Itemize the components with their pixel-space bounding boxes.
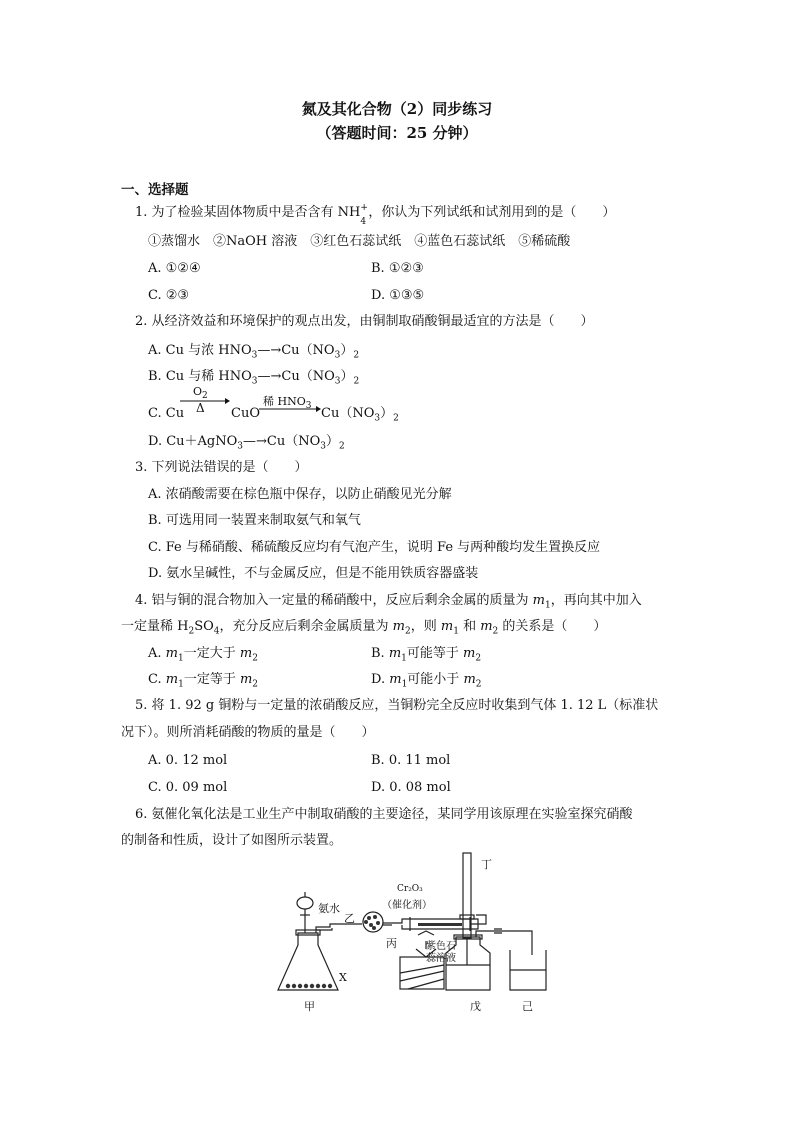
q3-option-b[interactable]: B. 可选用同一装置来制取氨气和氧气 [148, 513, 361, 528]
q3-option-d[interactable]: D. 氨水呈碱性，不与金属反应，但是不能用铁质容器盛装 [148, 566, 479, 581]
q3-stem: 3. 下列说法错误的是（ ） [135, 460, 308, 475]
q2-option-c-hno3: 稀 $HNO_3$ [263, 395, 312, 412]
q4-option-d[interactable]: D. $m_1$可能小于 $m_2$ [371, 672, 482, 690]
q4-option-c[interactable]: C. $m_1$一定等于 $m_2$ [148, 672, 259, 690]
q2-option-c-cuo: CuO [231, 406, 260, 421]
q2-option-d[interactable]: D. $Cu+AgNO_3—\to Cu(NO_3)_2$ [148, 434, 345, 452]
q5-line-1: 5. 将 1. 92 g 铜粉与一定量的浓硝酸反应，当铜粉完全反应时收集到气体 1. 12 L（标准状 [135, 698, 659, 713]
q3-option-a[interactable]: A. 浓硝酸需要在棕色瓶中保存，以防止硝酸见光分解 [148, 487, 452, 502]
label-ding: 丁 [481, 858, 492, 871]
q6-line-1: 6. 氨催化氧化法是工业生产中制取硝酸的主要途径，某同学用该原理在实验室探究硝酸 [135, 807, 633, 822]
q5-option-d[interactable]: D. 0. 08 mol [371, 780, 451, 795]
q4-line-1: 4. 铝与铜的混合物加入一定量的稀硝酸中，反应后剩余金属的质量为 $m_1$，再向其中加入 [135, 593, 642, 611]
q4-option-b[interactable]: B. $m_1$可能等于 $m_2$ [371, 646, 482, 664]
page-title: 氮及其化合物（2）同步练习 [301, 100, 493, 118]
label-ammonia: 氨水 [318, 902, 340, 915]
label-catalyst: （催化剂） [382, 900, 432, 911]
q5-line-2: 况下）。则所消耗硝酸的物质的量是（ ） [121, 725, 375, 740]
label-yi: 乙 [344, 912, 355, 925]
q2-option-c-delta: Δ [196, 401, 205, 415]
q4-option-a[interactable]: A. $m_1$一定大于 $m_2$ [148, 646, 258, 664]
q1-option-d[interactable]: D. ①③⑤ [371, 288, 425, 303]
q5-option-a[interactable]: A. 0. 12 mol [148, 753, 228, 768]
q1-option-a[interactable]: A. ①②④ [148, 261, 201, 276]
page-subtitle: （答题时间：25 分钟） [316, 124, 478, 142]
label-litmus-2: 蕊溶液 [426, 953, 456, 964]
q4-line-2: 一定量稀 $H_2SO_4$，充分反应后剩余金属质量为 $m_2$，则 $m_1$ 和 $m_2$ 的关系是（ ） [121, 619, 607, 637]
q5-option-c[interactable]: C. 0. 09 mol [148, 780, 228, 795]
label-wu: 戊 [470, 1000, 481, 1013]
label-bing: 丙 [386, 937, 397, 950]
q1-reagent-list: ①蒸馏水 ②NaOH 溶液 ③红色石蕊试纸 ④蓝色石蕊试纸 ⑤稀硫酸 [148, 234, 571, 249]
q2-arrow-1 [180, 397, 230, 405]
q2-option-c-o2: $O_2$ [193, 385, 208, 402]
q2-option-b[interactable]: B. Cu 与稀 $HNO_3—\to Cu(NO_3)_2$ [148, 369, 360, 387]
q3-option-c[interactable]: C. Fe 与稀硝酸、稀硫酸反应均有气泡产生，说明 Fe 与两种酸均发生置换反应 [148, 540, 601, 555]
q6-line-2: 的制备和性质，设计了如图所示装置。 [121, 833, 343, 848]
section-heading: 一、选择题 [121, 182, 189, 198]
label-x: X [339, 971, 347, 984]
label-litmus-1: 紫色石 [426, 941, 456, 952]
apparatus-diagram [270, 845, 560, 1020]
q2-option-a[interactable]: A. Cu 与浓 $HNO_3—\to Cu(NO_3)_2$ [148, 343, 360, 361]
label-ji: 己 [522, 1000, 533, 1013]
q2-option-c-product: $Cu(NO_3)_2$ [321, 406, 399, 424]
q2-arrow-2 [259, 405, 321, 413]
label-catalyst-formula: Cr₂O₃ [397, 884, 423, 894]
q2-stem: 2. 从经济效益和环境保护的观点出发，由铜制取硝酸铜最适宜的方法是（ ） [135, 314, 594, 329]
q1-option-b[interactable]: B. ①②③ [371, 261, 424, 276]
q1-stem: 1. 为了检验某固体物质中是否含有 NH + 4 ，你认为下列试纸和试剂用到的是（ ） [135, 203, 616, 227]
label-jia: 甲 [304, 1000, 315, 1013]
q5-option-b[interactable]: B. 0. 11 mol [371, 753, 451, 768]
q2-option-c-cu[interactable]: C. Cu [148, 406, 185, 421]
q1-option-c[interactable]: C. ②③ [148, 288, 190, 303]
